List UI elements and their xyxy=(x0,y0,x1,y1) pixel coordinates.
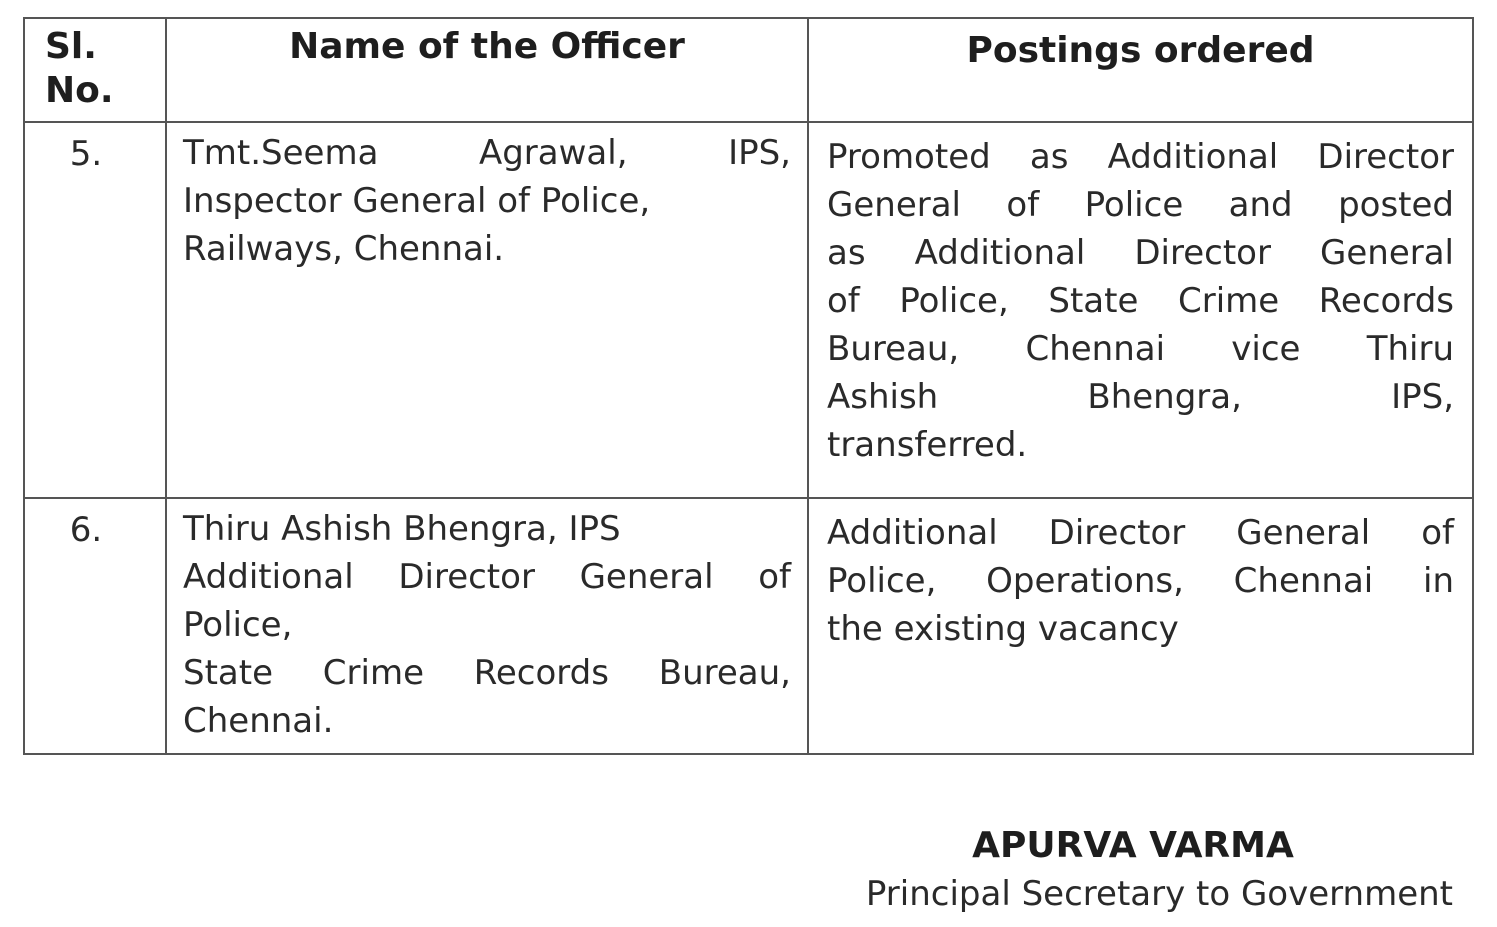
officer-name-line: Chennai. xyxy=(183,701,334,741)
row-sl-number: 6. xyxy=(24,498,166,754)
row-officer-name xyxy=(166,122,808,498)
postings-table xyxy=(23,17,1474,755)
officer-name-line: Additional Director General of xyxy=(183,557,791,597)
officer-name-line: Railways, Chennai. xyxy=(183,229,505,269)
officer-name-line: Tmt.Seema Agrawal, IPS, xyxy=(183,133,791,173)
signatory-name: APURVA VARMA xyxy=(972,825,1294,866)
officer-name-line: Thiru Ashish Bhengra, IPS xyxy=(183,509,621,549)
posting-line: of Police, State Crime Records xyxy=(827,281,1454,321)
header-sl-line2: No. xyxy=(45,70,114,111)
posting-line: Ashish Bhengra, IPS, xyxy=(827,377,1454,417)
header-postings-ordered: Postings ordered xyxy=(808,18,1473,122)
signature-block xyxy=(733,822,1453,918)
posting-line: transferred. xyxy=(827,425,1028,465)
posting-line: General of Police and posted xyxy=(827,185,1454,225)
posting-line: the existing vacancy xyxy=(827,609,1179,649)
row-posting-ordered xyxy=(808,498,1473,754)
row-sl-number: 5. xyxy=(24,122,166,498)
table-row xyxy=(24,498,1473,754)
posting-line: Promoted as Additional Director xyxy=(827,137,1454,177)
header-sl-line1: Sl. xyxy=(45,26,97,67)
row-officer-name xyxy=(166,498,808,754)
signatory-title: Principal Secretary to Government xyxy=(865,874,1453,914)
posting-line: Bureau, Chennai vice Thiru xyxy=(827,329,1454,369)
posting-line: Police, Operations, Chennai in xyxy=(827,561,1454,601)
officer-name-line: Police, xyxy=(183,605,293,645)
officer-name-line: Inspector General of Police, xyxy=(183,181,651,221)
header-officer-name: Name of the Officer xyxy=(166,18,808,122)
row-posting-ordered xyxy=(808,122,1473,498)
posting-line: Additional Director General of xyxy=(827,513,1454,553)
header-sl-no xyxy=(24,18,166,122)
table-header-row xyxy=(24,18,1473,122)
table-row xyxy=(24,122,1473,498)
officer-name-line: State Crime Records Bureau, xyxy=(183,653,791,693)
posting-line: as Additional Director General xyxy=(827,233,1454,273)
